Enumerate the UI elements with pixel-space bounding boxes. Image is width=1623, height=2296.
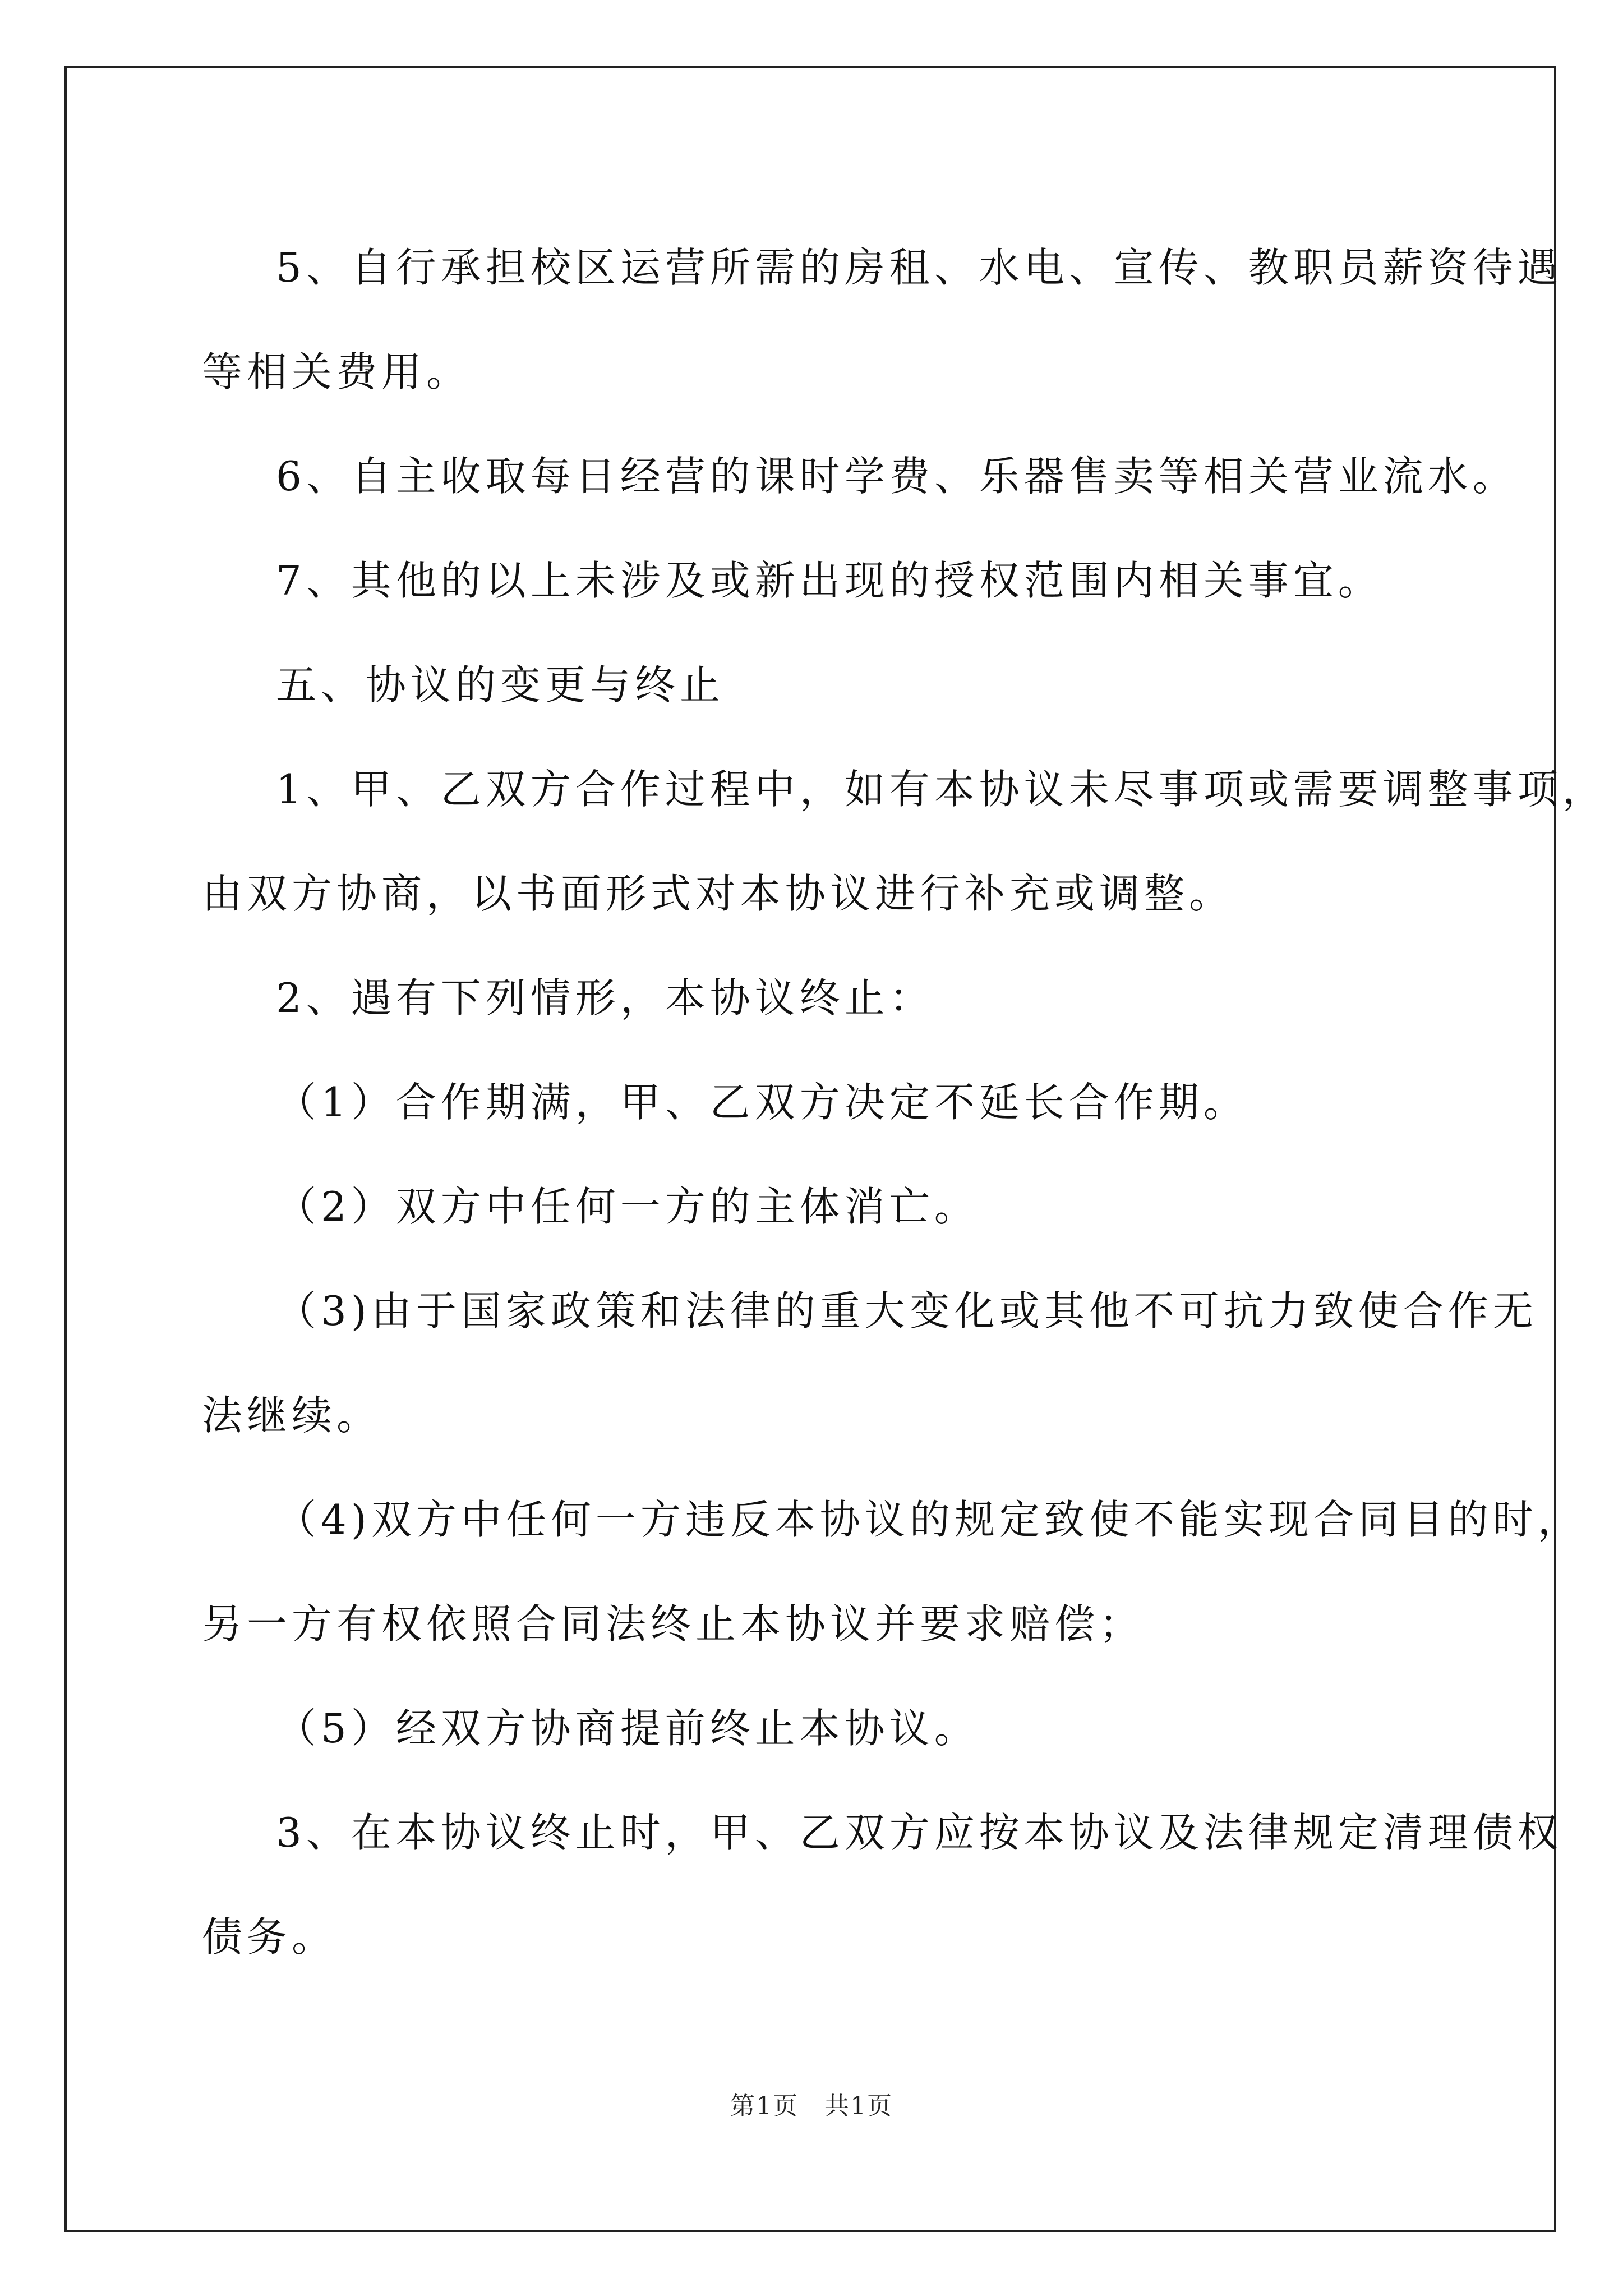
paragraph-line: 6、自主收取每日经营的课时学费、乐器售卖等相关营业流水。: [276, 453, 1518, 500]
document-body: [202, 215, 1607, 1989]
paragraph-line: 1、甲、乙双方合作过程中，如有本协议未尽事项或需要调整事项，: [276, 766, 1607, 813]
section-heading: 五、协议的变更与终止: [276, 661, 725, 708]
paragraph-line: 3、在本协议终止时，甲、乙双方应按本协议及法律规定清理债权: [276, 1809, 1562, 1856]
paragraph-line: 法继续。: [202, 1392, 382, 1439]
page-number: 第1页 共1页: [730, 2092, 893, 2120]
paragraph-line: 另一方有权依照合同法终止本协议并要求赔偿；: [202, 1600, 1145, 1648]
paragraph-line: 等相关费用。: [202, 348, 472, 395]
paragraph-line: 由双方协商，以书面形式对本协议进行补充或调整。: [202, 870, 1234, 917]
list-item: （4)双方中任何一方违反本协议的规定致使不能实现合同目的时，: [276, 1496, 1583, 1543]
list-item: （5）经双方协商提前终止本协议。: [276, 1705, 979, 1752]
paragraph-line: 债务。: [202, 1913, 337, 1961]
list-item: （2）双方中任何一方的主体消亡。: [276, 1183, 979, 1230]
list-item: （3)由于国家政策和法律的重大变化或其他不可抗力致使合作无: [276, 1287, 1538, 1335]
paragraph-line: 7、其他的以上未涉及或新出现的授权范围内相关事宜。: [276, 557, 1383, 604]
paragraph-line: 5、自行承担校区运营所需的房租、水电、宣传、教职员薪资待遇: [276, 244, 1562, 291]
paragraph-line: 2、遇有下列情形，本协议终止：: [276, 974, 934, 1022]
list-item: （1）合作期满，甲、乙双方决定不延长合作期。: [276, 1079, 1248, 1126]
